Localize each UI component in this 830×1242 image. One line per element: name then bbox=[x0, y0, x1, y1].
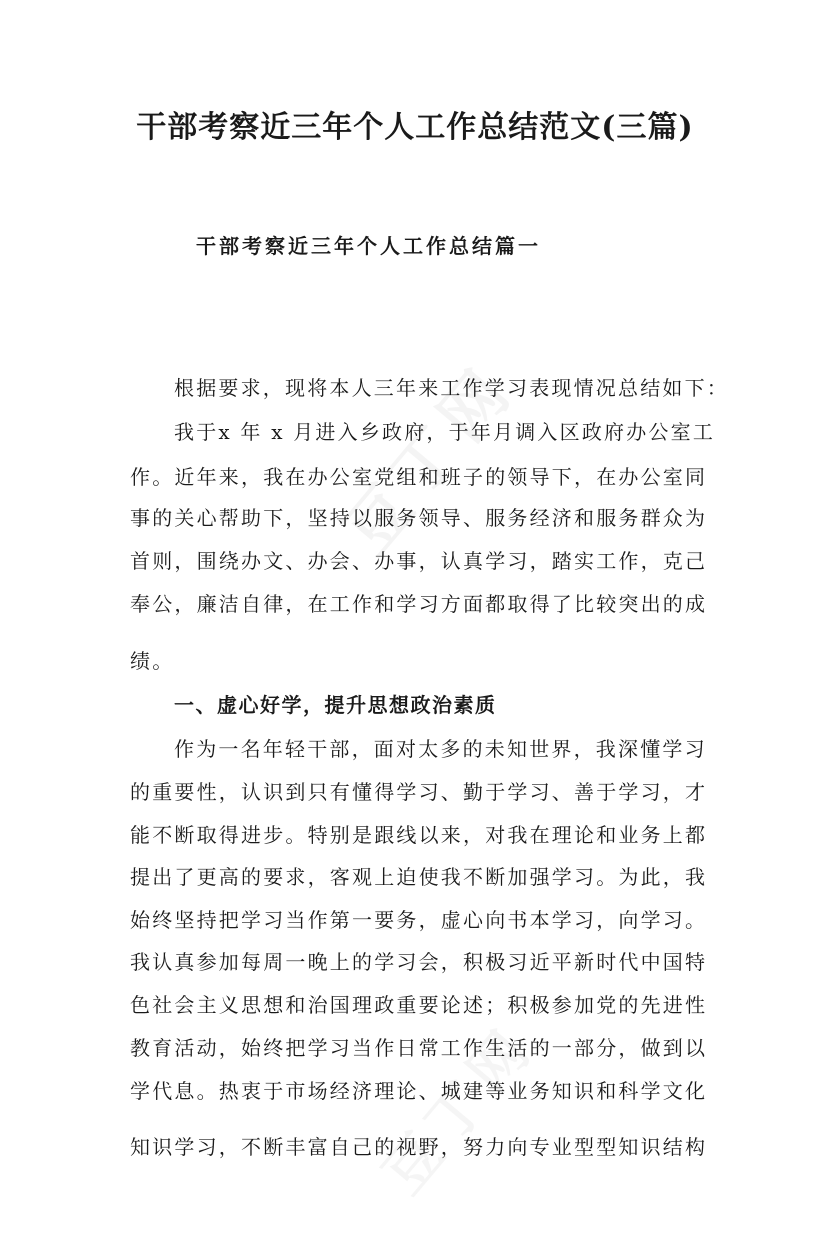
paragraph-line: 我认真参加每周一晚上的学习会，积极习近平新时代中国特 bbox=[130, 950, 708, 974]
paragraph-line: 提出了更高的要求，客观上迫使我不断加强学习。为此，我 bbox=[130, 865, 708, 889]
document-title: 干部考察近三年个人工作总结范文(三篇) bbox=[136, 110, 694, 145]
paragraph-line: 作。近年来，我在办公室党组和班子的领导下，在办公室同 bbox=[130, 465, 708, 489]
paragraph-line: 奉公，廉洁自律，在工作和学习方面都取得了比较突出的成 bbox=[130, 592, 708, 616]
paragraph-line: 首则，围绕办文、办会、办事，认真学习，踏实工作，克己 bbox=[130, 549, 708, 573]
paragraph-line: 的重要性，认识到只有懂得学习、勤于学习、善于学习，才 bbox=[130, 780, 708, 804]
intro-paragraph: 根据要求，现将本人三年来工作学习表现情况总结如下： bbox=[174, 376, 729, 400]
paragraph-line: 我于x 年 x 月进入乡政府，于年月调入区政府办公室工 bbox=[174, 420, 716, 444]
paragraph-line: 事的关心帮助下，坚持以服务领导、服务经济和服务群众为 bbox=[130, 506, 708, 530]
paragraph-line: 绩。 bbox=[130, 649, 175, 673]
paragraph-line: 教育活动，始终把学习当作日常工作生活的一部分，做到以 bbox=[130, 1036, 708, 1060]
section-title: 干部考察近三年个人工作总结篇一 bbox=[196, 234, 541, 258]
paragraph-line: 作为一名年轻干部，面对太多的未知世界，我深懂学习 bbox=[174, 737, 707, 761]
heading-one: 一、虚心好学，提升思想政治素质 bbox=[174, 693, 497, 717]
paragraph-line: 学代息。热衷于市场经济理论、城建等业务知识和科学文化 bbox=[130, 1079, 708, 1103]
paragraph-line: 知识学习，不断丰富自己的视野，努力向专业型型知识结构 bbox=[130, 1135, 708, 1159]
paragraph-line: 始终坚持把学习当作第一要务，虚心向书本学习，向学习。 bbox=[130, 908, 708, 932]
paragraph-line: 能不断取得进步。特别是跟线以来，对我在理论和业务上都 bbox=[130, 823, 708, 847]
paragraph-line: 色社会主义思想和治国理政重要论述；积极参加党的先进性 bbox=[130, 993, 708, 1017]
